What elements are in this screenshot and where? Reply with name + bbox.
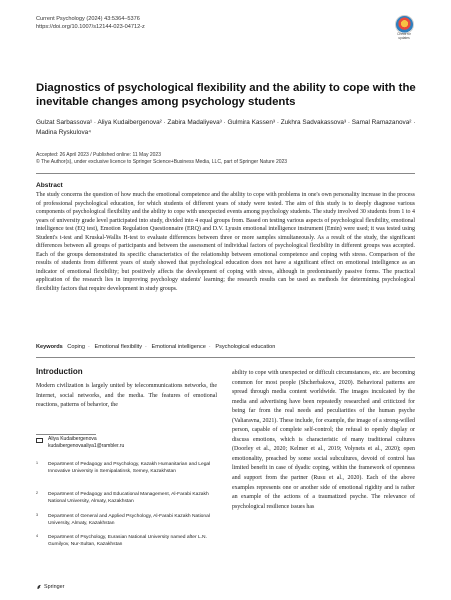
keyword-item: Emotional intelligence xyxy=(151,344,206,350)
introduction-left-column: Modern civilization is largely united by telecommunications networks, the Internet, social networks, and the media. The features of emotional reactions, patterns of behavior, the xyxy=(36,383,217,408)
affiliation-number: 1 xyxy=(36,461,38,465)
running-header xyxy=(36,15,145,31)
affiliation-item xyxy=(36,534,217,549)
journal-citation: Current Psychology (2024) 43:5364–5376 xyxy=(36,16,140,22)
keyword-item: Emotional flexibility xyxy=(94,344,143,350)
affiliation-item xyxy=(36,491,217,506)
publisher-name: Springer xyxy=(44,584,65,590)
affiliation-number: 2 xyxy=(36,491,38,495)
footnote-rule xyxy=(36,434,96,435)
author-list: Gulzat Sarbassova¹ · Aliya Kudaibergenova² · Zabira Madaliyeva³ · Gulmira Kassen³ · Zukhra Sadvakassova³ · Samal Ramazanova² · Madina Ryskulova⁴ xyxy=(36,119,416,136)
affiliation-text: Department of Pedagogy and Psychology, Kazakh Humanitarian and Legal Innovative University in Semipalatinsk, Semey, Kazakhstan xyxy=(48,462,211,475)
keywords xyxy=(36,343,415,351)
keywords-bottom-rule xyxy=(36,357,415,358)
affiliation-number: 3 xyxy=(36,513,38,517)
keyword-separator: · xyxy=(145,344,147,350)
keyword-separator: · xyxy=(208,344,211,350)
corresponding-author-name: Aliya Kudaibergenova xyxy=(48,436,97,442)
article-title: Diagnostics of psychological flexibility and the ability to cope with the inevitable changes among psychology students xyxy=(36,82,416,108)
affiliation-text: Department of General and Applied Psychology, Al-Farabi Kazakh National University, Almaty, Kazakhstan xyxy=(48,514,210,527)
affiliation-item xyxy=(36,513,217,528)
accepted-published-dates: Accepted: 26 April 2023 / Published online: 11 May 2023 xyxy=(36,152,161,158)
keyword-separator: · xyxy=(88,344,90,350)
keyword-item: Coping xyxy=(67,344,86,350)
abstract-text: The study concerns the question of how much the emotional competence and the ability to cope with problems in one's own personality increase in the process of professional psychological education, for which students of different years of study were tested. The aim of this study is to deeply diagnose various components of psychological flexibility and the ability to cope with unexpected events among psychology students. The study involved 30 students from 1 to 4 years of university grade level participated into study, divided into 4 equal groups from. Based on testing various aspects of psychological flexibility, emotional intelligence test (EQ test), Emotion Regulation Questionnaire (ERQ) and D.V. Lyusin emotional intelligence instrument (Emin) were used; it was tested using Student's t-test and Kruskal-Wallis H-test to evaluate differences between three or more samples simultaneously. As a result of the study, the significant differences between all groups of participants and between the assessment of individual factors of psychological flexibility in different groups was accepted. Each of the groups demonstrated its specific characteristics of the relationship between emotional competence and coping with stress. Comparison of the results of students from different years of study showed that psychological education does not have a significant effect on emotional intelligence as an indicator of emotional flexibility; but positively affects the development of coping with stress, although in predominantly passive forms. The practical application of the research lies in improving psychology students' learning; the research results can be used as methods for determining psychological flexibility factors that require development in study groups. xyxy=(36,192,415,293)
copyright-notice: © The Author(s), under exclusive licence to Springer Science+Business Media, LLC, part of Springer Nature 2023 xyxy=(36,159,288,165)
corresponding-author-email[interactable]: kudaibergenovaaliya1@rambler.ru xyxy=(48,443,125,449)
abstract-top-rule xyxy=(36,173,415,174)
publisher-logo xyxy=(36,584,64,590)
introduction-right-column: ability to cope with unexpected or difficult circumstances, etc. are becoming common for most people (Shcherbakova, 2020). Behavioral patterns are spread through media content worldwide. The images inculcated by the media and advertising have been repeatedly researched and criticized for being far from the real needs and peculiarities of the human psyche (Valiaravna, 2021). These include, for example, the image of a strong-willed person, capable of complete self-control; the refusal to openly display or discuss emotions, which is characteristic of many traditional cultures (Doorley et al., 2020; Kelmer et al., 2019; Volynets et al., 2020); open emotionality, preached by some social subcultures, devoid of control has limited benefit in case of dyadic coping, within the framework of openness and support from the partner (Rusu et al., 2020). Each of the above examples represents one or another side of emotional rigidity and is rather an example of the actions of a traumatized psyche. The relevance of psychological resilience issues has xyxy=(232,370,415,510)
envelope-icon xyxy=(36,438,43,443)
affiliation-text: Department of Psychology, Eurasian National University named after L.N. Gumilyov, Nur-Sultan, Kazakhstan xyxy=(48,535,207,548)
keywords-label: Keywords xyxy=(36,344,63,350)
affiliation-text: Department of Pedagogy and Educational Management, Al-Farabi Kazakh National University, Almaty, Kazakhstan xyxy=(48,492,209,505)
abstract-heading: Abstract xyxy=(36,182,63,189)
springer-horse-icon xyxy=(36,584,42,590)
doi-link[interactable]: https://doi.org/10.1007/s12144-023-04712-z xyxy=(36,24,145,30)
crossmark-label[interactable]: Check for updates xyxy=(397,32,411,40)
publication-dates xyxy=(36,152,416,166)
affiliation-number: 4 xyxy=(36,534,38,538)
affiliation-item xyxy=(36,461,217,476)
introduction-heading: Introduction xyxy=(36,367,83,376)
keyword-item: Psychological education xyxy=(215,344,276,350)
